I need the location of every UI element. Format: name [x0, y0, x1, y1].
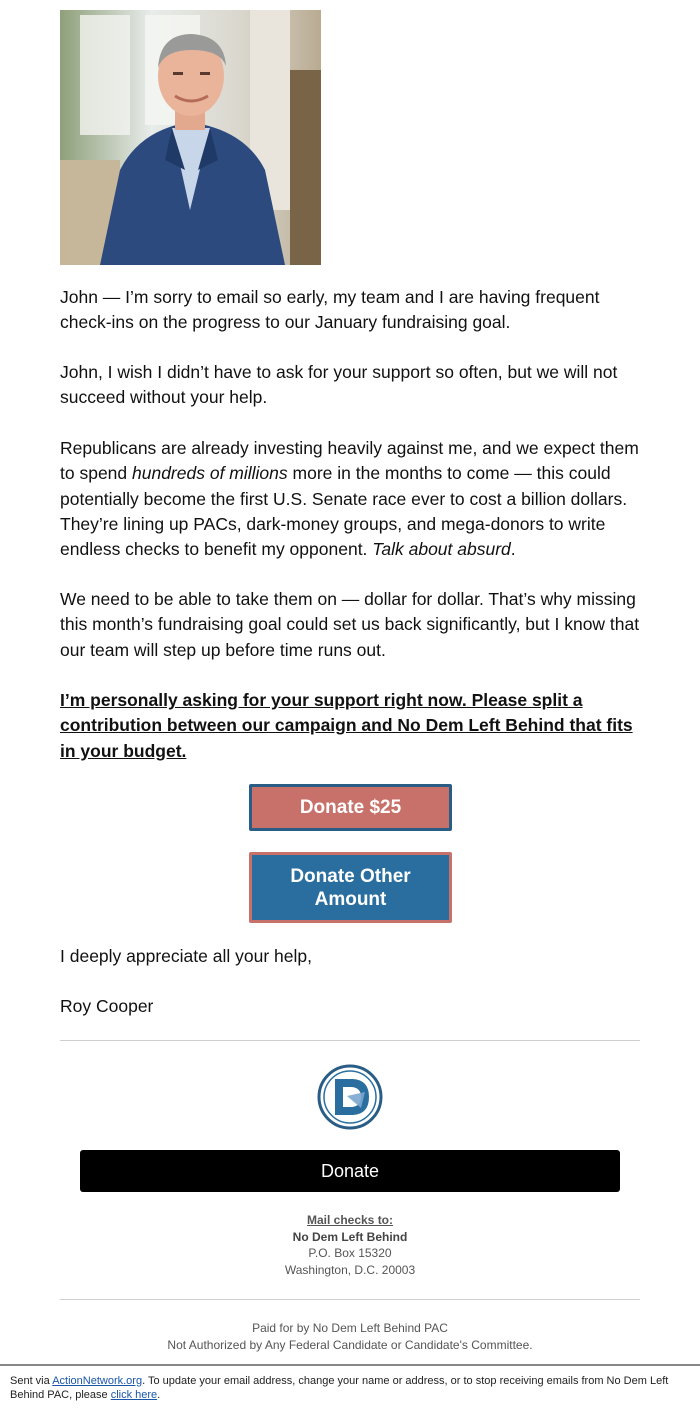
signature: Roy Cooper	[60, 996, 154, 1016]
footer-end: .	[157, 1388, 161, 1401]
p3-emphasis-2: Talk about absurd	[372, 539, 511, 560]
divider	[60, 1040, 640, 1041]
donate-button[interactable]: Donate	[80, 1150, 620, 1192]
candidate-photo	[60, 10, 321, 265]
not-authorized: Not Authorized by Any Federal Candidate or Candidate's Committee.	[167, 1337, 533, 1352]
footer-divider	[0, 1364, 700, 1366]
mail-heading: Mail checks to:	[306, 1213, 394, 1227]
p3-text-a: Republicans are already investing heavily against me, and we expect them to spend	[60, 438, 639, 484]
footer-sent-via: Sent via	[10, 1375, 53, 1387]
paragraph-4: We need to be able to take them on — dollar for dollar. That’s why missing this month’s fundraising goal could set us back significantly, but I know that our team will step up before time runs out.	[60, 589, 640, 660]
mail-po-box: P.O. Box 15320	[308, 1246, 392, 1260]
closing-line: I deeply appreciate all your help,	[60, 946, 312, 966]
p3-text-c: .	[510, 539, 516, 560]
no-dem-left-behind-logo	[317, 1064, 383, 1130]
mail-city: Washington, D.C. 20003	[284, 1262, 416, 1277]
click-here-link[interactable]: click here	[110, 1388, 158, 1401]
donate-25-button[interactable]: Donate $25	[249, 784, 452, 831]
paragraph-3	[60, 436, 645, 562]
call-to-action-paragraph: I’m personally asking for your support right now. Please split a contribution between our campaign and No Dem Left Behind that fits in your budget.	[60, 690, 633, 761]
disclaimer-block	[0, 1320, 700, 1353]
footer	[10, 1375, 690, 1402]
donate-other-amount-button[interactable]: Donate Other Amount	[249, 852, 452, 923]
action-network-link[interactable]: ActionNetwork.org	[52, 1375, 143, 1387]
mail-checks-block	[0, 1212, 700, 1278]
paid-for-by: Paid for by No Dem Left Behind PAC	[252, 1321, 448, 1335]
divider-2	[60, 1299, 640, 1300]
paragraph-2: John, I wish I didn’t have to ask for your support so often, but we will not succeed without your help.	[60, 362, 618, 408]
p3-emphasis: hundreds of millions	[132, 463, 288, 484]
mail-org: No Dem Left Behind	[292, 1229, 408, 1244]
paragraph-1: John — I’m sorry to email so early, my team and I are having frequent check-ins on the progress to our January fundraising goal.	[60, 287, 600, 333]
p3-text-b: more in the months to come — this could potentially become the first U.S. Senate race ever to cost a billion dollars. They’re lining up PACs, dark-money groups, and mega-donors to write endless checks to benefit my opponent.	[60, 463, 628, 560]
footer-text: . To update your email address, change your name or address, or to stop receiving emails from No Dem Left Behind PAC, please	[10, 1375, 669, 1401]
